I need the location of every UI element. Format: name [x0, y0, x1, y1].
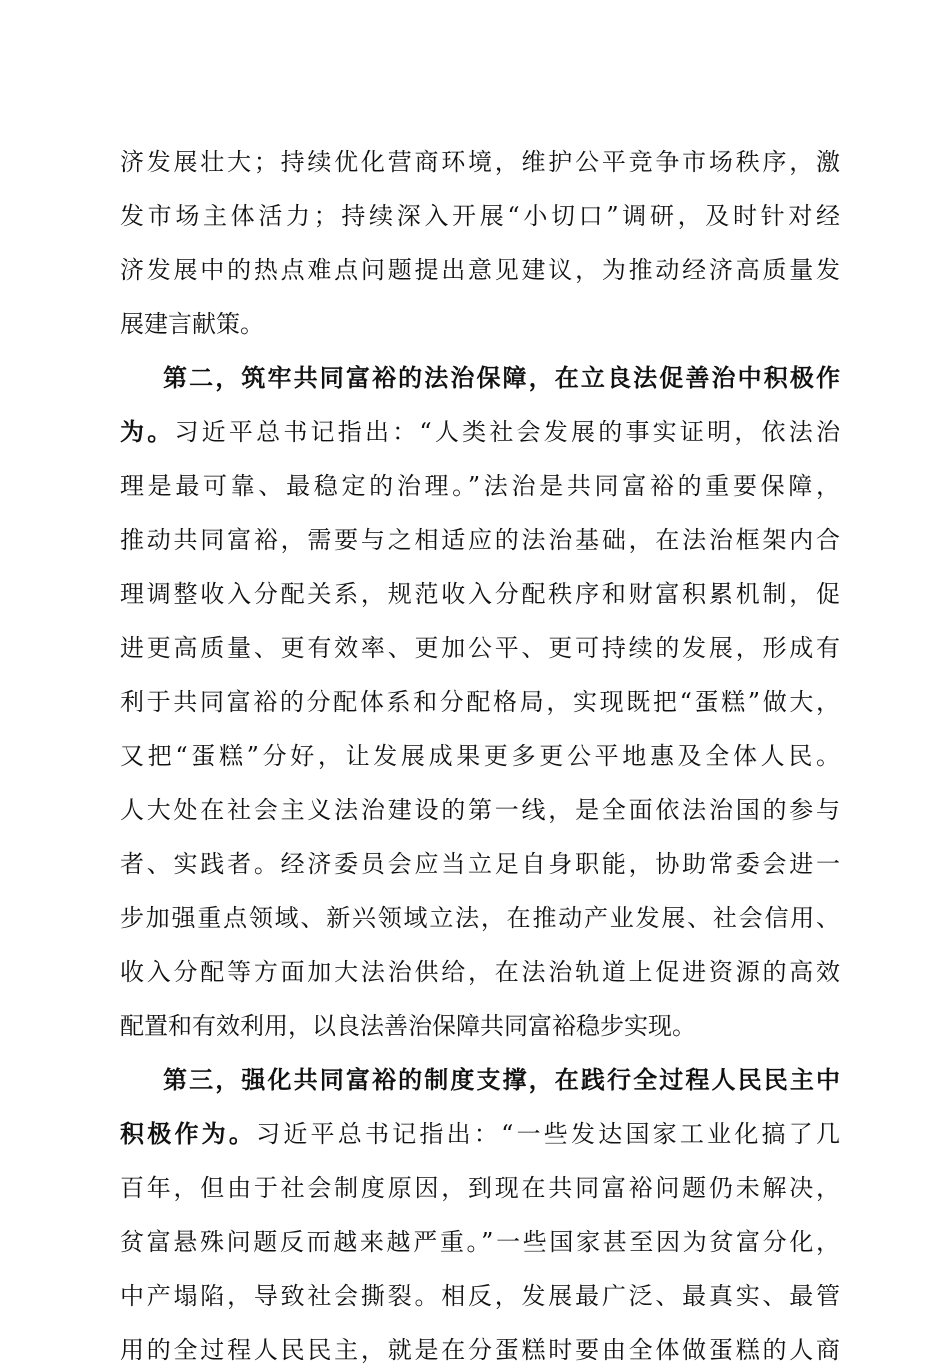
text-run: 习近平总书记指出：“人类社会发展的事实证明，依法治: [174, 418, 840, 446]
text-line: [120, 898, 840, 938]
text-run: 理调整收入分配关系，规范收入分配秩序和财富积累机制，促: [120, 580, 840, 608]
text-line: [120, 1276, 840, 1316]
section-heading-tail: 为。: [120, 417, 175, 446]
text-run: 又把“蛋糕”分好，让发展成果更多更公平地惠及全体人民。: [120, 742, 840, 770]
text-line: [120, 682, 840, 722]
text-line: [120, 1006, 840, 1046]
text-run: 配置和有效利用，以良法善治保障共同富裕稳步实现。: [120, 1012, 696, 1040]
text-line: [120, 412, 840, 452]
text-run: 济发展中的热点难点问题提出意见建议，为推动经济高质量发: [120, 256, 840, 284]
text-line: [120, 520, 840, 560]
text-run: 中产塌陷，导致社会撕裂。相反，发展最广泛、最真实、最管: [120, 1282, 840, 1310]
text-run: 发市场主体活力；持续深入开展“小切口”调研，及时针对经: [120, 202, 840, 230]
text-run: 百年，但由于社会制度原因，到现在共同富裕问题仍未解决，: [120, 1174, 840, 1202]
text-line: [120, 1222, 840, 1262]
text-run: 收入分配等方面加大法治供给，在法治轨道上促进资源的高效: [120, 958, 840, 986]
text-line: [120, 574, 840, 614]
text-run: 贫富悬殊问题反而越来越严重。”一些国家甚至因为贫富分化，: [120, 1228, 840, 1256]
section-heading: 第二，筑牢共同富裕的法治保障，在立良法促善治中积极作: [163, 363, 840, 392]
section-heading-tail: 积极作为。: [120, 1119, 257, 1148]
text-line: [120, 736, 840, 776]
text-line: [120, 196, 840, 236]
text-line: [120, 466, 840, 506]
text-run: 利于共同富裕的分配体系和分配格局，实现既把“蛋糕”做大，: [120, 688, 840, 716]
section-heading-line: [163, 1060, 840, 1100]
text-run: 者、实践者。经济委员会应当立足自身职能，协助常委会进一: [120, 850, 840, 878]
text-line: [120, 844, 840, 884]
text-line: [120, 1168, 840, 1208]
text-run: 推动共同富裕，需要与之相适应的法治基础，在法治框架内合: [120, 526, 840, 554]
text-line: [120, 628, 840, 668]
section-heading: 第三，强化共同富裕的制度支撑，在践行全过程人民民主中: [163, 1065, 840, 1094]
text-line: [120, 142, 840, 182]
text-run: 人大处在社会主义法治建设的第一线，是全面依法治国的参与: [120, 796, 840, 824]
text-run: 习近平总书记指出：“一些发达国家工业化搞了几: [256, 1120, 840, 1148]
text-run: 展建言献策。: [120, 310, 264, 338]
text-run: 理是最可靠、最稳定的治理。”法治是共同富裕的重要保障，: [120, 472, 840, 500]
text-line: [120, 790, 840, 830]
text-line: [120, 952, 840, 992]
section-heading-line: [163, 358, 840, 398]
text-line: [120, 1330, 840, 1364]
text-run: 济发展壮大；持续优化营商环境，维护公平竞争市场秩序，激: [120, 148, 840, 176]
text-run: 用的全过程人民民主，就是在分蛋糕时要由全体做蛋糕的人商: [120, 1336, 840, 1364]
text-run: 进更高质量、更有效率、更加公平、更可持续的发展，形成有: [120, 634, 840, 662]
text-line: [120, 304, 840, 344]
text-line: [120, 1114, 840, 1154]
text-run: 步加强重点领域、新兴领域立法，在推动产业发展、社会信用、: [120, 904, 840, 932]
text-line: [120, 250, 840, 290]
